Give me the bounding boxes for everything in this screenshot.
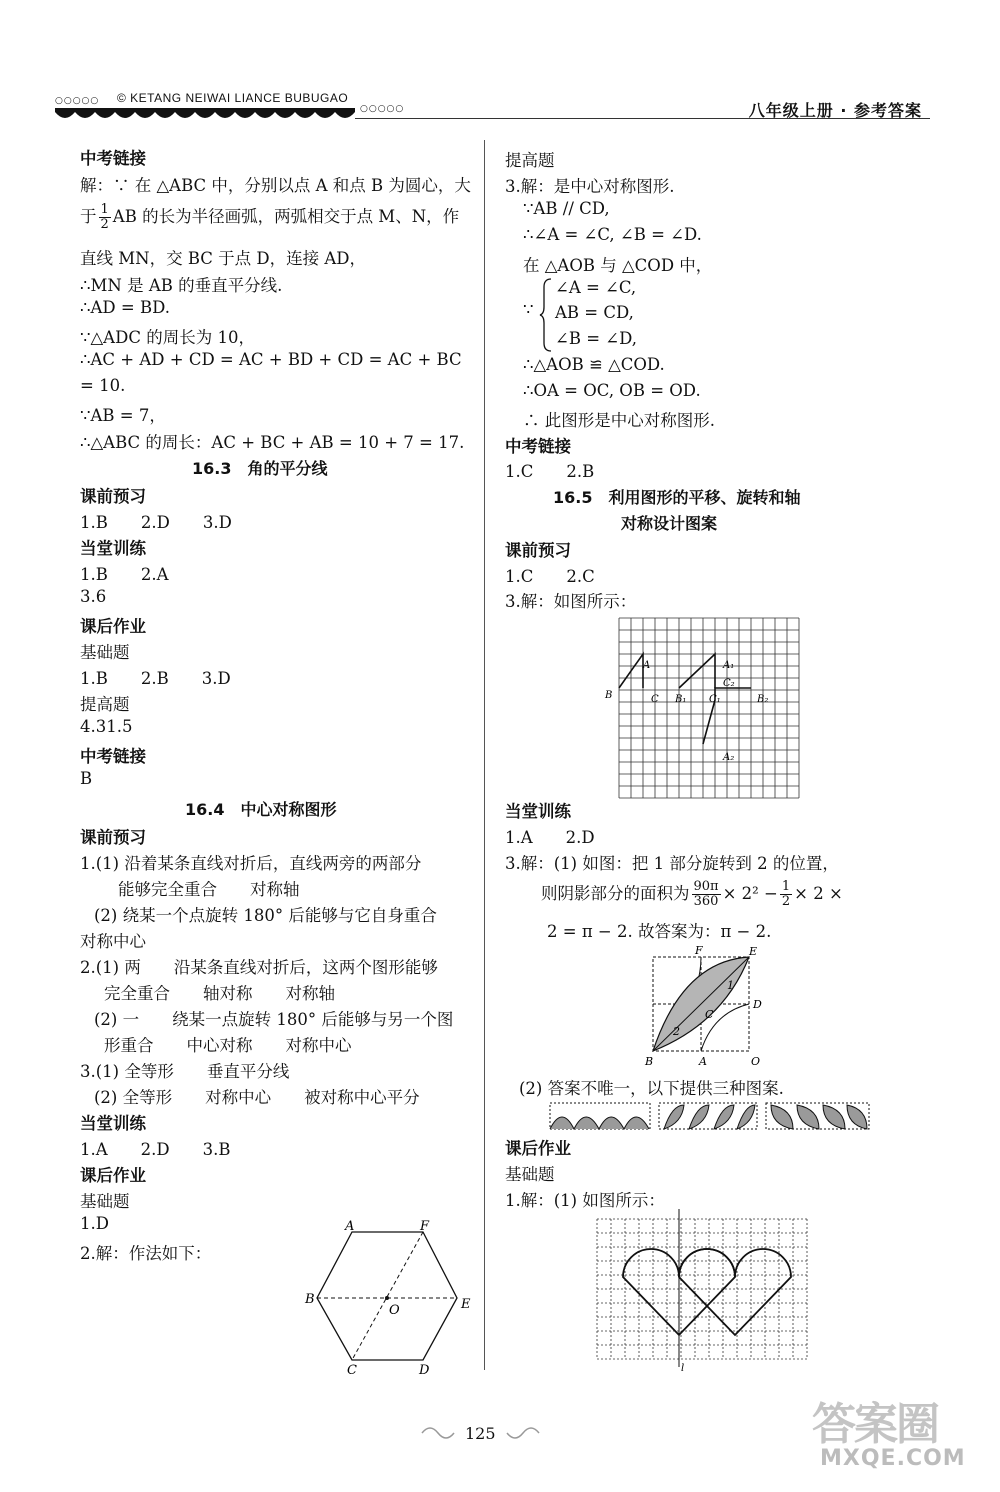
- text-line: = 10.: [80, 376, 126, 395]
- text-line: ∴∠A = ∠C, ∠B = ∠D.: [523, 225, 702, 244]
- system-line: ∠A = ∠C,: [555, 278, 637, 297]
- answer-line: (2) 答案不唯一，以下提供三种图案.: [519, 1079, 784, 1098]
- answer-line: 1.解：(1) 如图所示：: [505, 1191, 665, 1210]
- leaf-label-d: D: [753, 998, 762, 1011]
- section-title-16-3: 16.3 角的平分线: [192, 459, 328, 478]
- grid-translation-figure: [605, 610, 805, 798]
- subheading-basic: 基础题: [80, 643, 130, 662]
- grid-lines: [619, 618, 799, 798]
- page-header: [55, 88, 930, 128]
- grid-label-a2: A₂: [723, 752, 735, 763]
- answer-line: 1.B 2.B 3.D: [80, 669, 231, 688]
- pattern-strips: [549, 1101, 871, 1131]
- leaf-label-a: A: [699, 1055, 707, 1068]
- grid-label-b: B: [605, 690, 613, 701]
- heading-zhongkao-1: 中考链接: [80, 149, 146, 168]
- heading-preview: 课前预习: [80, 828, 146, 847]
- leaf-label-e: E: [749, 945, 758, 958]
- subheading-advanced: 提高题: [505, 151, 555, 170]
- system-line: AB = CD,: [555, 303, 634, 322]
- heading-homework: 课后作业: [505, 1139, 571, 1158]
- header-title: 八年级上册 · 参考答案: [748, 101, 922, 120]
- text-line: 3.解：是中心对称图形.: [505, 177, 675, 196]
- heading-zhongkao-3: 中考链接: [505, 437, 571, 456]
- answer-line: 3.(1) 全等形 垂直平分线: [80, 1062, 290, 1081]
- system-line: ∠B = ∠D,: [555, 329, 637, 348]
- text-span: AB 的长为半径画弧，两弧相交于点 M、N，作: [112, 207, 460, 226]
- text-line: ∴OA = OC, OB = OD.: [523, 381, 701, 400]
- pattern-strip-2: [659, 1103, 757, 1129]
- page-ornament-left: [420, 1421, 460, 1445]
- text-line: ∴ 此图形是中心对称图形.: [523, 411, 715, 430]
- hex-label-b: B: [305, 1292, 315, 1307]
- heart-grid-figure: [597, 1205, 817, 1375]
- grid-label-b1: B₁: [675, 694, 687, 705]
- watermark-url: MXQE.COM: [820, 1446, 966, 1471]
- dashed-diagonal-fc: [352, 1232, 423, 1360]
- text-span: × 2² −: [722, 884, 778, 903]
- hex-label-d: D: [419, 1363, 430, 1378]
- page-ornament-right: [505, 1421, 545, 1445]
- heading-preview: 课前预习: [505, 541, 571, 560]
- header-dots-left: ○○○○○: [55, 96, 100, 106]
- answer-line: 3.6: [80, 587, 107, 606]
- watermark-logo: 答案圈: [812, 1399, 938, 1450]
- leaf-label-c: C: [705, 1008, 714, 1021]
- grid-label-a1: A₁: [723, 660, 735, 671]
- header-wave-ornament: [55, 106, 355, 128]
- heading-class-training: 当堂训练: [80, 1114, 146, 1133]
- answer-line: 3.解：如图所示：: [505, 592, 637, 611]
- fraction-numerator: 1: [781, 879, 791, 894]
- text-line: ∴AD = BD.: [80, 298, 170, 317]
- answer-line: 1.(1) 沿着某条直线对折后，直线两旁的两部分: [80, 854, 422, 873]
- answer-line: 3.解：(1) 如图：把 1 部分旋转到 2 的位置，: [505, 854, 839, 873]
- answer-line: (2) 一 绕某一点旋转 180° 后能够与另一个图: [94, 1010, 454, 1029]
- grid-label-c2: C₂: [723, 678, 735, 689]
- answer-line: (2) 全等形 对称中心 被对称中心平分: [94, 1088, 420, 1107]
- answer-line: 1.C 2.B: [505, 462, 595, 481]
- text-line: 2 = π − 2. 故答案为：π − 2.: [547, 922, 772, 941]
- heading-preview: 课前预习: [80, 487, 146, 506]
- answer-line: 能够完全重合 对称轴: [118, 880, 300, 899]
- axis-label-l: l: [681, 1363, 685, 1374]
- center-point-o: [385, 1296, 389, 1300]
- brace-symbol: [539, 277, 553, 353]
- section-title-16-5-cont: 对称设计图案: [621, 514, 718, 533]
- text-line: ∴△AOB ≌ △COD.: [523, 355, 665, 374]
- text-line: ∴MN 是 AB 的垂直平分线.: [80, 276, 283, 295]
- section-title-16-4: 16.4 中心对称图形: [185, 800, 337, 819]
- grid-label-c: C: [651, 694, 659, 705]
- text-line: 直线 MN，交 BC 于点 D，连接 AD，: [80, 249, 366, 268]
- text-line: 解：∵ 在 △ABC 中，分别以点 A 和点 B 为圆心，大: [80, 176, 471, 195]
- grid-lines: [597, 1219, 807, 1359]
- grid-label-c1: C₁: [709, 694, 721, 705]
- leaf-label-2: 2: [673, 1025, 680, 1038]
- hex-label-o: O: [389, 1303, 400, 1318]
- fraction-numerator: 90π: [693, 879, 719, 894]
- text-line: ∴AC + AD + CD = AC + BD + CD = AC + BC: [80, 350, 462, 369]
- answer-line: 对称中心: [80, 932, 146, 951]
- heading-homework: 课后作业: [80, 617, 146, 636]
- subheading-basic: 基础题: [505, 1165, 555, 1184]
- text-line: ∵AB // CD,: [523, 199, 610, 218]
- answer-line: 2.(1) 两 沿某条直线对折后，这两个图形能够: [80, 958, 438, 977]
- leaf-label-o: O: [751, 1055, 761, 1068]
- text-line: ∴△ABC 的周长：AC + BC + AB = 10 + 7 = 17.: [80, 433, 465, 452]
- heading-homework: 课后作业: [80, 1166, 146, 1185]
- leaf-label-1: 1: [727, 979, 734, 992]
- answer-line: 2.解：作法如下：: [80, 1244, 212, 1263]
- heading-class-training: 当堂训练: [80, 539, 146, 558]
- fraction-numerator: 1: [100, 202, 109, 217]
- subheading-basic: 基础题: [80, 1192, 130, 1211]
- fraction-denominator: 2: [100, 217, 109, 232]
- answer-line: 形重合 中心对称 对称中心: [104, 1036, 352, 1055]
- header-brand: © KETANG NEIWAI LIANCE BUBUGAO: [117, 91, 349, 105]
- hex-label-f: F: [420, 1219, 430, 1234]
- text-span: 则阴影部分的面积为: [541, 884, 690, 903]
- text-line: ∵△ADC 的周长为 10，: [80, 328, 255, 347]
- grid-label-b2: B₂: [757, 694, 769, 705]
- fraction-denominator: 2: [781, 894, 791, 909]
- heart-right: [679, 1249, 791, 1335]
- text-line-with-fraction: [541, 880, 843, 909]
- text-span: 于: [80, 207, 97, 226]
- heading-class-training: 当堂训练: [505, 802, 571, 821]
- fraction-denominator: 360: [693, 894, 719, 909]
- column-divider: [484, 140, 485, 1370]
- hexagon-figure: [305, 1219, 475, 1378]
- answer-line: 4.31.5: [80, 717, 133, 736]
- hex-label-a: A: [345, 1219, 355, 1234]
- answer-line: (2) 绕某一个点旋转 180° 后能够与它自身重合: [94, 906, 437, 925]
- heading-zhongkao-2: 中考链接: [80, 747, 146, 766]
- section-title-16-5: 16.5 利用图形的平移、旋转和轴: [553, 488, 801, 507]
- text-span: × 2 ×: [794, 884, 843, 903]
- leaf-label-b: B: [645, 1055, 654, 1068]
- answer-line: 1.B 2.A: [80, 565, 169, 584]
- leaf-shading-figure: [643, 943, 768, 1068]
- fraction: [99, 203, 111, 232]
- hex-label-c: C: [347, 1363, 357, 1378]
- answer-line: B: [80, 769, 93, 788]
- subheading-advanced: 提高题: [80, 695, 130, 714]
- answer-line: 1.A 2.D 3.B: [80, 1140, 231, 1159]
- answer-line: 完全重合 轴对称 对称轴: [104, 984, 335, 1003]
- header-dots-right: ○○○○○: [360, 104, 405, 114]
- text-line: ∵AB = 7，: [80, 406, 166, 425]
- page-number: 125: [465, 1424, 496, 1443]
- leaf-label-f: F: [695, 944, 703, 957]
- answer-line: 1.D: [80, 1214, 109, 1233]
- because-symbol: ∵: [523, 300, 534, 319]
- fraction: [780, 880, 792, 909]
- segment-a1b1c1: [679, 654, 715, 688]
- answer-line: 1.A 2.D: [505, 828, 595, 847]
- answer-line: 1.C 2.C: [505, 567, 595, 586]
- answer-line: 1.B 2.D 3.D: [80, 513, 232, 532]
- pattern-strip-3: [766, 1103, 869, 1129]
- pattern-strip-1: [550, 1103, 650, 1129]
- fraction: [692, 880, 721, 909]
- text-line-with-fraction: [80, 203, 459, 232]
- text-line: 在 △AOB 与 △COD 中，: [523, 256, 713, 275]
- grid-label-a: A: [643, 660, 651, 671]
- hex-label-e: E: [461, 1297, 471, 1312]
